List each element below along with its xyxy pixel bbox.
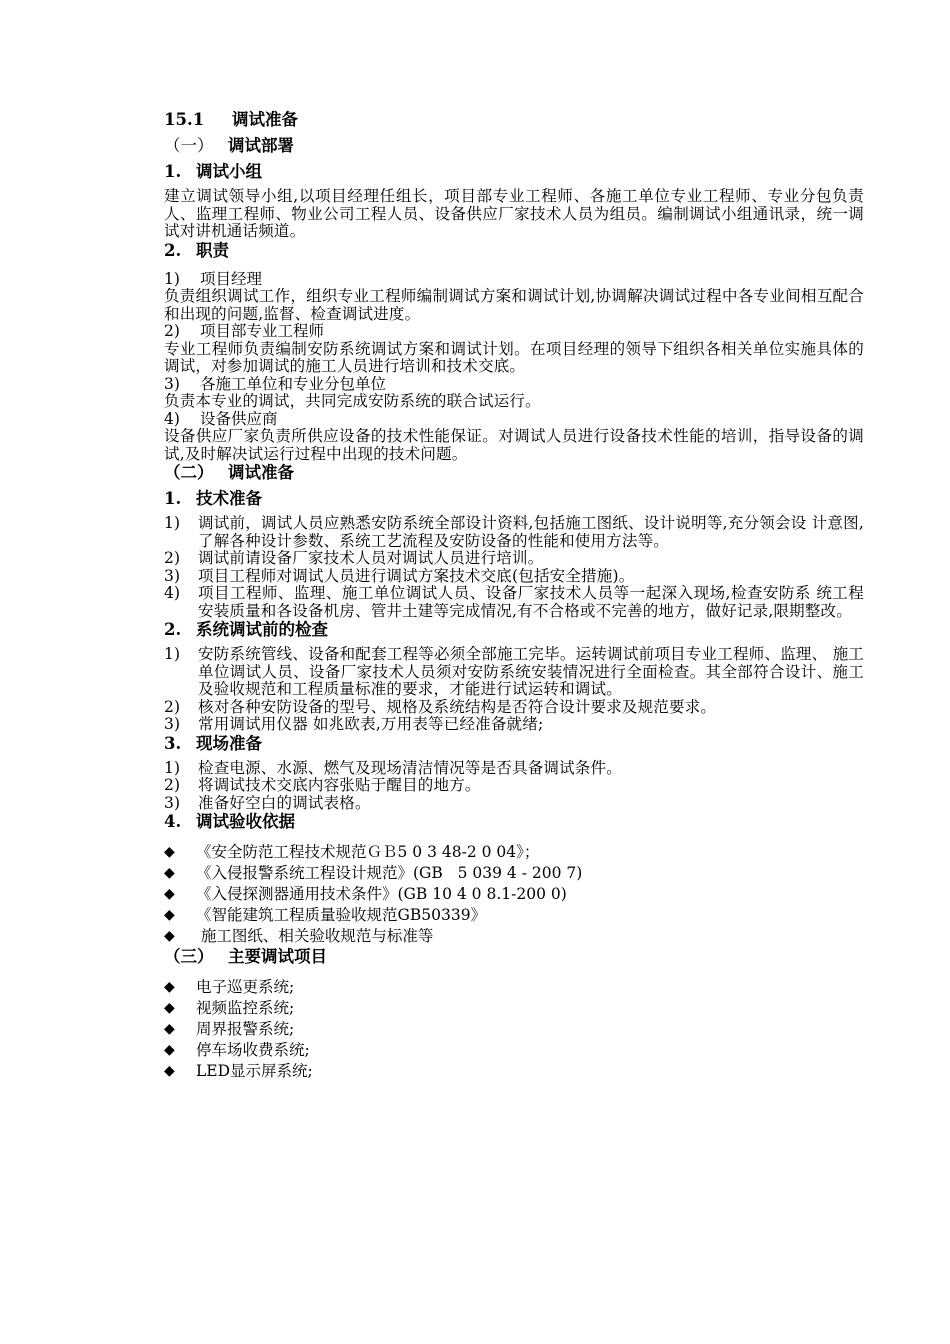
item-heading [164, 734, 864, 754]
list-item [164, 777, 864, 795]
item-title: 系统调试前的检查 [196, 620, 328, 639]
item-heading [164, 620, 864, 640]
role-number: 1) [164, 269, 180, 288]
item-title: 职责 [196, 240, 229, 260]
bullet-text: 《安全防范工程技术规范ＧＢ5 0 3 48-2 0 04》； [196, 843, 540, 861]
role-title: 设备供应商 [200, 409, 278, 428]
list-number: 2) [164, 549, 181, 567]
list-number: 3) [164, 715, 181, 733]
diamond-bullet-icon: ◆ [164, 1000, 175, 1016]
list-item [164, 585, 864, 620]
paragraph: 建立调试领导小组,以项目经理任组长，项目部专业工程师、各施工单位专业工程师、专业分包负责人、监理工程师、物业公司工程人员、设备供应厂家技术人员为组员。编制调试小组通讯录，统一调试对讲机通话频道。 [164, 187, 864, 240]
list-text: 将调试技术交底内容张贴于醒目的地方。 [198, 776, 481, 794]
bullet-item [164, 863, 864, 884]
item-heading [164, 489, 864, 509]
list-text: 项目工程师、监理、施工单位调试人员、设备厂家技术人员等一起深入现场,检查安防系 统工程安装质量和各设备机房、管井土建等完成情况,有不合格或不完善的地方，做好记录,限期整改。 [198, 584, 864, 620]
diamond-bullet-icon: ◆ [164, 928, 175, 944]
part-heading [164, 947, 864, 967]
role-number: 4) [164, 409, 180, 428]
list-text: 安防系统管线、设备和配套工程等必须全部施工完毕。运转调试前项目专业工程师、监理、 施工单位调试人员、设备厂家技术人员须对安防系统安装情况进行全面检查。其全部符合设计、施工及验收规范和工程质量标准的要求，才能进行试运转和调试。 [198, 645, 864, 698]
list-text: 核对各种安防设备的型号、规格及系统结构是否符合设计要求及规范要求。 [198, 697, 717, 716]
list-number: 2) [164, 776, 181, 794]
item-title: 技术准备 [196, 489, 262, 508]
part-number: （一） [164, 136, 214, 155]
diamond-bullet-icon: ◆ [164, 1042, 175, 1058]
role-heading [164, 411, 864, 429]
bullet-item [164, 977, 864, 998]
bullet-item [164, 905, 864, 926]
part-number: （三） [164, 947, 214, 966]
part-title: 调试准备 [228, 463, 294, 482]
part-title: 主要调试项目 [228, 947, 327, 966]
part-heading [164, 463, 864, 483]
part-heading [164, 136, 864, 156]
section-title: 调试准备 [232, 110, 298, 129]
paragraph: 负责本专业的调试，共同完成安防系统的联合试运行。 [164, 392, 541, 410]
section-heading [164, 110, 864, 130]
list-text: 调试前，调试人员应熟悉安防系统全部设计资料,包括施工图纸、设计说明等,充分领会设 计意图,了解各种设计参数、系统工艺流程及安防设备的性能和使用方法等。 [198, 514, 864, 550]
bullet-text: 施工图纸、相关验收规范与标准等 [196, 927, 434, 945]
bullet-item [164, 1019, 864, 1040]
item-heading [164, 241, 864, 261]
list-item [164, 699, 864, 717]
role-heading [164, 271, 864, 289]
bullet-item [164, 842, 864, 863]
item-title: 调试小组 [196, 162, 262, 181]
diamond-bullet-icon: ◆ [164, 979, 175, 995]
document-page [164, 110, 864, 1082]
list-text: 准备好空白的调试表格。 [198, 793, 371, 812]
bullet-text: 《智能建筑工程质量验收规范GB50339》 [196, 906, 487, 924]
list-number: 1) [164, 645, 181, 663]
item-number: 1. [164, 489, 182, 508]
section-number: 15.1 [164, 110, 205, 129]
diamond-bullet-icon: ◆ [164, 907, 175, 923]
bullet-text: 《入侵报警系统工程设计规范》(GB 5 039 4 - 200 7) [196, 864, 583, 882]
diamond-bullet-icon: ◆ [164, 865, 175, 881]
bullet-text: 停车场收费系统; [196, 1041, 310, 1059]
list-item [164, 760, 864, 778]
list-item [164, 550, 864, 568]
list-item [164, 795, 864, 813]
bullet-item [164, 998, 864, 1019]
list-number: 1) [164, 514, 181, 532]
role-heading [164, 376, 864, 394]
part-number: （二） [164, 463, 214, 482]
list-item [164, 646, 864, 699]
list-text: 常用调试用仪器 如兆欧表,万用表等已经准备就绪; [198, 715, 544, 733]
list-text: 检查电源、水源、燃气及现场清洁情况等是否具备调试条件。 [198, 758, 622, 777]
item-number: 2. [164, 620, 182, 639]
item-title: 现场准备 [196, 733, 262, 753]
item-number: 3. [164, 733, 182, 753]
paragraph: 设备供应厂家负责所供应设备的技术性能保证。对调试人员进行设备技术性能的培训，指导设备的调试,及时解决试运行过程中出现的技术问题。 [164, 427, 864, 463]
role-number: 2) [164, 322, 180, 340]
paragraph: 负责组织调试工作，组织专业工程师编制调试方案和调试计划,协调解决调试过程中各专业间相互配合和出现的问题,监督、检查调试进度。 [164, 287, 864, 323]
bullet-item [164, 1061, 864, 1082]
paragraph: 专业工程师负责编制安防系统调试方案和调试计划。在项目经理的领导下组织各相关单位实施具体的调试，对参加调试的施工人员进行培训和技术交底。 [164, 339, 864, 375]
role-heading [164, 323, 864, 341]
list-text: 调试前请设备厂家技术人员对调试人员进行培训。 [198, 549, 544, 567]
bullet-text: 电子巡更系统; [196, 978, 295, 996]
list-number: 3) [164, 566, 181, 585]
diamond-bullet-icon: ◆ [164, 1063, 175, 1079]
bullet-text: LED显示屏系统; [196, 1062, 313, 1080]
role-title: 项目经理 [200, 269, 263, 288]
bullet-item [164, 1040, 864, 1061]
item-title: 调试验收依据 [196, 812, 295, 831]
role-title: 项目部专业工程师 [200, 322, 325, 340]
list-number: 1) [164, 758, 181, 777]
list-item [164, 716, 864, 734]
role-title: 各施工单位和专业分包单位 [200, 374, 387, 393]
item-number: 1. [164, 162, 182, 181]
item-number: 2. [164, 240, 182, 260]
list-text: 项目工程师对调试人员进行调试方案技术交底(包括安全措施)。 [198, 566, 635, 585]
diamond-bullet-icon: ◆ [164, 844, 175, 860]
diamond-bullet-icon: ◆ [164, 886, 175, 902]
bullet-item [164, 926, 864, 947]
role-number: 3) [164, 374, 180, 393]
part-title: 调试部署 [228, 136, 294, 155]
bullet-text: 视频监控系统; [196, 999, 295, 1017]
list-number: 3) [164, 793, 181, 812]
item-heading [164, 812, 864, 832]
bullet-text: 《入侵探测器通用技术条件》(GB 10 4 0 8.1-200 0) [196, 885, 567, 903]
item-number: 4. [164, 812, 182, 831]
list-number: 4) [164, 584, 181, 602]
bullet-text: 周界报警系统; [196, 1020, 295, 1038]
item-heading [164, 162, 864, 182]
list-item [164, 568, 864, 586]
diamond-bullet-icon: ◆ [164, 1021, 175, 1037]
bullet-item [164, 884, 864, 905]
list-item [164, 515, 864, 550]
list-number: 2) [164, 697, 181, 716]
